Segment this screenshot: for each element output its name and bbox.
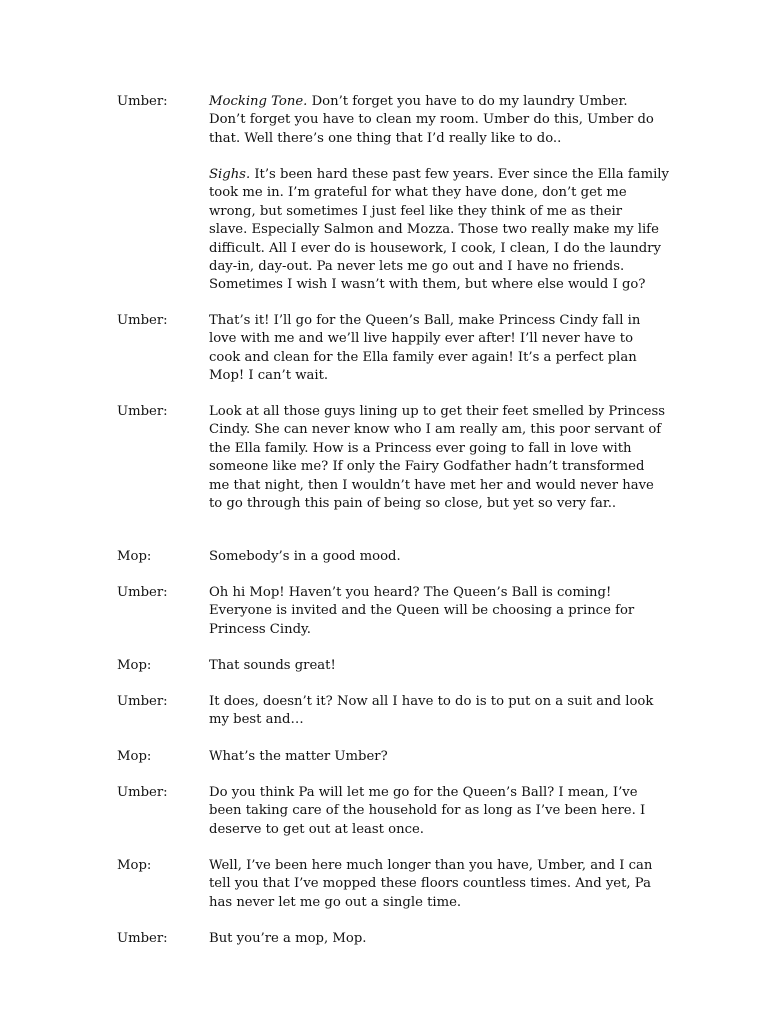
dialogue-text — [209, 312, 749, 386]
dialogue-line: cook and clean for the Ella family ever again! It’s a perfect plan — [209, 349, 637, 365]
dialogue-line: love with me and we’ll live happily ever after! I’ll never have to — [209, 331, 634, 347]
dialogue-line: been taking care of the household for as long as I’ve been here. I — [209, 803, 646, 819]
dialogue-text — [209, 166, 749, 295]
speaker-name: Umber: — [117, 404, 168, 419]
dialogue-line: deserve to get out at least once. — [209, 821, 424, 837]
speaker-name: Umber: — [117, 94, 168, 109]
dialogue-line: Don’t forget you have to clean my room. Umber do this, Umber do — [209, 112, 654, 128]
dialogue-text — [209, 657, 749, 675]
stage-direction: Sighs. — [209, 167, 251, 182]
dialogue-text — [209, 584, 749, 639]
dialogue-text — [209, 784, 749, 839]
dialogue-line: It does, doesn’t it? Now all I have to do is to put on a suit and look — [209, 694, 654, 709]
dialogue-line: took me in. I’m grateful for what they have done, don’t get me — [209, 185, 627, 201]
dialogue-line: Look at all those guys lining up to get their feet smelled by Princess — [209, 404, 666, 419]
stage-direction: Mocking Tone. — [209, 94, 308, 109]
dialogue-text — [209, 693, 749, 730]
speaker-name: Umber: — [117, 694, 168, 709]
speaker-name: Umber: — [117, 931, 168, 946]
dialogue-line: Sighs. It’s been hard these past few years. Ever since the Ella family — [209, 167, 669, 182]
dialogue-line: difficult. All I ever do is housework, I cook, I clean, I do the laundry — [209, 240, 661, 256]
dialogue-text — [209, 748, 749, 766]
dialogue-line: Mop! I can’t wait. — [209, 368, 329, 384]
speaker-name: Umber: — [117, 313, 168, 328]
dialogue-line: Princess Cindy. — [209, 621, 311, 637]
dialogue-line: tell you that I’ve mopped these floors countless times. And yet, Pa — [209, 876, 651, 892]
dialogue-line: that. Well there’s one thing that I’d really like to do.. — [209, 130, 562, 146]
dialogue-line: wrong, but sometimes I just feel like they think of me as their — [209, 203, 623, 219]
dialogue-line: the Ella family. How is a Princess ever going to fall in love with — [209, 440, 632, 456]
dialogue-line: Somebody’s in a good mood. — [209, 549, 401, 564]
dialogue-line: Mocking Tone. Don’t forget you have to do my laundry Umber. — [209, 94, 628, 109]
speaker-name: Mop: — [117, 858, 152, 873]
dialogue-line: to go through this pain of being so close, but yet so very far.. — [209, 496, 617, 512]
dialogue-line: Sometimes I wish I wasn’t with them, but where else would I go? — [209, 277, 646, 293]
dialogue-line: Oh hi Mop! Haven’t you heard? The Queen’s Ball is coming! — [209, 585, 612, 600]
dialogue-line: Everyone is invited and the Queen will be choosing a prince for — [209, 603, 635, 619]
dialogue-line: That’s it! I’ll go for the Queen’s Ball, make Princess Cindy fall in — [209, 313, 641, 328]
dialogue-line: my best and… — [209, 712, 304, 728]
dialogue-text — [209, 93, 749, 148]
dialogue-line: But you’re a mop, Mop. — [209, 931, 367, 946]
dialogue-line: slave. Especially Salmon and Mozza. Those two really make my life — [209, 222, 659, 238]
dialogue-line: day-in, day-out. Pa never lets me go out and I have no friends. — [209, 259, 625, 275]
dialogue-text — [209, 403, 749, 513]
dialogue-line: That sounds great! — [209, 658, 336, 673]
dialogue-text — [209, 857, 749, 912]
dialogue-line: What’s the matter Umber? — [209, 749, 388, 764]
speaker-name: Mop: — [117, 749, 152, 764]
dialogue-line: me that night, then I wouldn’t have met her and would never have — [209, 477, 654, 493]
dialogue-line: Cindy. She can never know who I am really am, this poor servant of — [209, 422, 662, 438]
dialogue-line: Do you think Pa will let me go for the Queen’s Ball? I mean, I’ve — [209, 785, 638, 800]
speaker-name: Umber: — [117, 785, 168, 800]
dialogue-line: has never let me go out a single time. — [209, 894, 462, 910]
speaker-name: Mop: — [117, 549, 152, 564]
dialogue-line: someone like me? If only the Fairy Godfather hadn’t transformed — [209, 459, 645, 475]
speaker-name: Umber: — [117, 585, 168, 600]
speaker-name: Mop: — [117, 658, 152, 673]
dialogue-line: Well, I’ve been here much longer than you have, Umber, and I can — [209, 858, 653, 873]
dialogue-text — [209, 930, 749, 948]
dialogue-text — [209, 548, 749, 566]
